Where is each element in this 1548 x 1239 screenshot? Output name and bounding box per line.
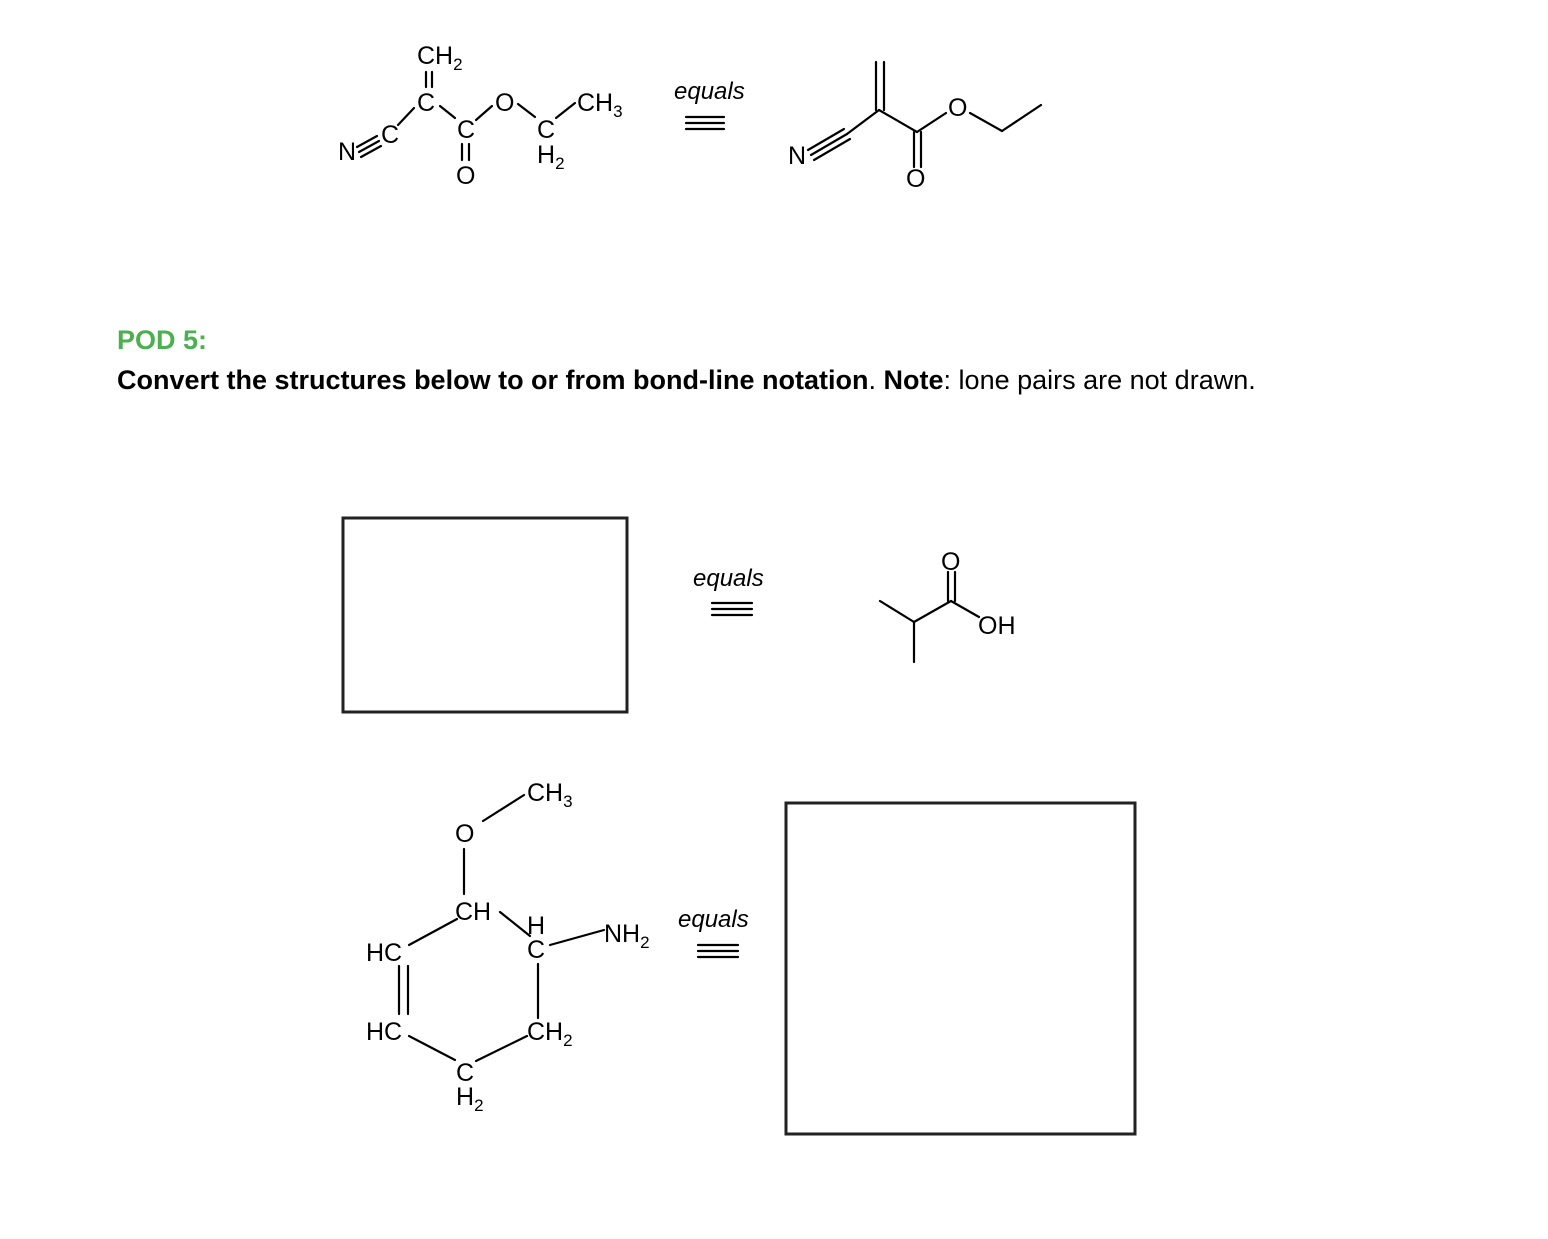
carbonyl-oxygen-label: O xyxy=(456,162,476,190)
triple-bond-line xyxy=(359,141,379,152)
hydroxyl-label: OH xyxy=(978,612,1016,640)
hc-top-label: HC xyxy=(366,939,403,967)
ester-oxygen-label: O xyxy=(948,94,968,122)
bond-line xyxy=(476,106,492,120)
isobutyric-acid-bondline xyxy=(880,548,1016,662)
example-condensed-structure xyxy=(338,42,623,190)
note-text: : lone pairs are not drawn. xyxy=(943,365,1256,395)
equals-sign-top xyxy=(674,78,745,129)
methylene-carbon-label: C xyxy=(537,116,556,144)
instruction-text: Convert the structures below to or from bond-line notation xyxy=(117,365,869,395)
bond-line xyxy=(398,108,414,125)
nitrile-carbon-label: C xyxy=(381,121,400,149)
triple-bond-line xyxy=(357,136,377,147)
bond-line xyxy=(440,106,455,118)
amine-carbon-label: C xyxy=(527,936,546,964)
hc-bottom-label: HC xyxy=(366,1018,403,1046)
example-bondline-structure xyxy=(788,62,1041,193)
nitrile-nitrogen-label: N xyxy=(338,138,357,166)
equals-label: equals xyxy=(693,565,764,592)
ch3-label: $CH_3$ xyxy=(527,779,573,811)
equals-sign-problem-1 xyxy=(693,565,764,615)
equals-sign-problem-2 xyxy=(678,906,749,957)
h-label: H xyxy=(527,912,546,940)
ch3-label: $CH_3$ xyxy=(577,89,623,121)
carbonyl-oxygen-label: O xyxy=(906,165,926,193)
nitrile-nitrogen-label: N xyxy=(788,142,807,170)
bottom-carbon-label: C xyxy=(456,1059,475,1087)
ether-oxygen-label: O xyxy=(455,820,475,848)
nh2-label: $NH_2$ xyxy=(604,920,650,952)
bottom-h2-label: $H_2$ xyxy=(456,1083,484,1115)
equals-label: equals xyxy=(678,906,749,933)
methylene-h2-label: $H_2$ xyxy=(537,141,565,173)
instructions: Convert the structures below to or from bond-line notation. Note: lone pairs are not drawn. xyxy=(117,365,1256,395)
ch-label: CH xyxy=(455,898,492,926)
bond-line xyxy=(556,103,575,118)
answer-box-2[interactable] xyxy=(786,803,1135,1134)
ester-oxygen-label: O xyxy=(495,89,515,117)
cyclohexene-condensed-structure xyxy=(366,779,650,1115)
carbonyl-carbon-label: C xyxy=(457,116,476,144)
answer-box-1[interactable] xyxy=(343,518,627,712)
bond-line xyxy=(518,104,535,117)
ch2-label: $CH_2$ xyxy=(417,42,463,74)
carbonyl-oxygen-label: O xyxy=(941,548,961,576)
alkene-carbon-label: C xyxy=(417,89,436,117)
pod-heading: POD 5: xyxy=(117,325,208,355)
equals-label: equals xyxy=(674,78,745,105)
ch2-label: $CH_2$ xyxy=(527,1018,573,1050)
triple-bond-line xyxy=(361,146,381,157)
note-label: Note xyxy=(883,365,944,395)
